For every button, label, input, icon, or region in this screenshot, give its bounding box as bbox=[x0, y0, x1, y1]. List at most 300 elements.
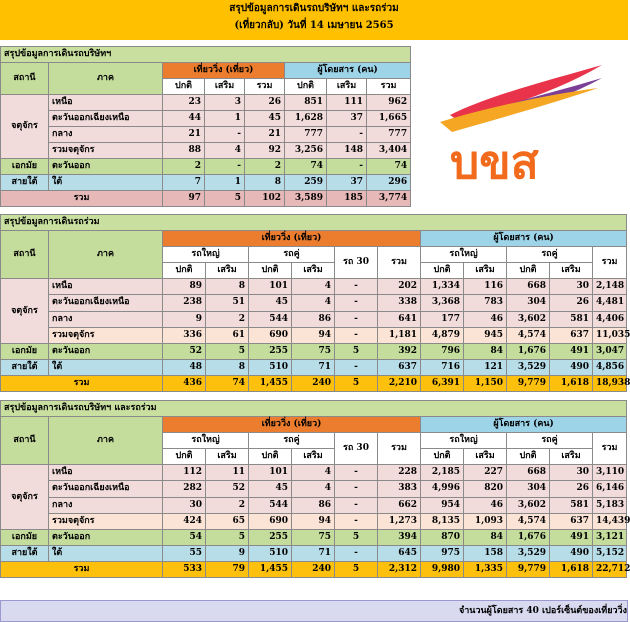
trip-value: 392 bbox=[378, 344, 421, 360]
trip-value: - bbox=[335, 497, 378, 513]
trip-value: 11 bbox=[206, 465, 249, 481]
passenger-value: 3,404 bbox=[367, 143, 411, 159]
passenger-value: 491 bbox=[550, 344, 593, 360]
trip-value: 637 bbox=[378, 360, 421, 376]
col-passengers: ผู้โดยสาร (คน) bbox=[285, 63, 411, 79]
col-pair-bus: รถคู่ bbox=[249, 433, 335, 449]
passenger-value: 777 bbox=[285, 127, 327, 143]
passenger-value: 46 bbox=[464, 311, 507, 327]
trip-value: 92 bbox=[245, 143, 285, 159]
trip-value: 5 bbox=[335, 530, 378, 546]
passenger-value: 668 bbox=[507, 465, 550, 481]
trip-value: 30 bbox=[163, 497, 206, 513]
col-station: สถานี bbox=[1, 231, 49, 279]
trip-value: 2 bbox=[206, 497, 249, 513]
station-cell: จตุจักร bbox=[1, 95, 49, 159]
trip-value: 533 bbox=[163, 562, 206, 578]
col-extra: เสริม bbox=[292, 449, 335, 465]
trip-value: 1,455 bbox=[249, 376, 292, 392]
table-row bbox=[1, 562, 627, 578]
trip-value: 1 bbox=[205, 111, 245, 127]
passenger-value: 30 bbox=[550, 465, 593, 481]
trip-value: 424 bbox=[163, 513, 206, 529]
station-cell: จตุจักร bbox=[1, 465, 49, 530]
trip-value: 102 bbox=[245, 191, 285, 207]
trip-value: 112 bbox=[163, 465, 206, 481]
passenger-value: 2,148 bbox=[593, 279, 627, 295]
trip-value: 26 bbox=[245, 95, 285, 111]
table-row bbox=[1, 481, 627, 497]
company-operations-table bbox=[0, 46, 411, 207]
trip-value: 89 bbox=[163, 279, 206, 295]
passenger-value: 116 bbox=[464, 279, 507, 295]
passenger-value: 796 bbox=[421, 344, 464, 360]
passenger-value: 4,574 bbox=[507, 513, 550, 529]
passenger-value: 296 bbox=[367, 175, 411, 191]
trip-value: 255 bbox=[249, 344, 292, 360]
passenger-value: 962 bbox=[367, 95, 411, 111]
col-bus30: รถ 30 bbox=[335, 247, 378, 279]
trip-value: 61 bbox=[206, 327, 249, 343]
trip-value: 5 bbox=[335, 344, 378, 360]
trip-value: 240 bbox=[292, 376, 335, 392]
combined-operations-table bbox=[0, 400, 630, 578]
passenger-value: 14,439 bbox=[593, 513, 627, 529]
trip-value: 544 bbox=[249, 497, 292, 513]
col-pair-bus: รถคู่ bbox=[507, 433, 593, 449]
col-trips: เที่ยววิ่ง (เที่ยว) bbox=[163, 231, 421, 247]
trip-value: - bbox=[335, 311, 378, 327]
passenger-value: 1,093 bbox=[464, 513, 507, 529]
region-cell: ตะวันออก bbox=[49, 344, 163, 360]
region-cell: ใต้ bbox=[49, 546, 163, 562]
passenger-value: 185 bbox=[327, 191, 367, 207]
passenger-value: 954 bbox=[421, 497, 464, 513]
table-row bbox=[1, 344, 627, 360]
trip-value: 48 bbox=[163, 360, 206, 376]
passenger-value: 3,589 bbox=[285, 191, 327, 207]
col-region: ภาค bbox=[49, 417, 163, 465]
passenger-value: 304 bbox=[507, 295, 550, 311]
col-trips: เที่ยววิ่ง (เที่ยว) bbox=[163, 63, 285, 79]
region-cell: เหนือ bbox=[49, 95, 163, 111]
passenger-value: 304 bbox=[507, 481, 550, 497]
passenger-value: 851 bbox=[285, 95, 327, 111]
col-extra: เสริม bbox=[327, 79, 367, 95]
passenger-value: 3,368 bbox=[421, 295, 464, 311]
passenger-value: 581 bbox=[550, 497, 593, 513]
passenger-value: 4,574 bbox=[507, 327, 550, 343]
station-cell: จตุจักร bbox=[1, 279, 49, 344]
trip-value: 21 bbox=[245, 127, 285, 143]
col-normal: ปกติ bbox=[507, 449, 550, 465]
passenger-value: 1,334 bbox=[421, 279, 464, 295]
table-row bbox=[1, 159, 411, 175]
trip-value: 510 bbox=[249, 546, 292, 562]
passenger-value: 1,618 bbox=[550, 376, 593, 392]
passenger-value: 46 bbox=[464, 497, 507, 513]
trip-value: 74 bbox=[206, 376, 249, 392]
table-row bbox=[1, 191, 411, 207]
passenger-value: 74 bbox=[367, 159, 411, 175]
trip-value: 45 bbox=[249, 295, 292, 311]
trip-value: - bbox=[335, 546, 378, 562]
trip-value: 1,455 bbox=[249, 562, 292, 578]
passenger-value: 22,712 bbox=[593, 562, 627, 578]
trip-value: 2 bbox=[206, 311, 249, 327]
passenger-value: 9,779 bbox=[507, 562, 550, 578]
passenger-value: 637 bbox=[550, 327, 593, 343]
trip-value: - bbox=[335, 481, 378, 497]
table-row bbox=[1, 127, 411, 143]
station-cell: สายใต้ bbox=[1, 360, 49, 376]
trip-value: 8 bbox=[245, 175, 285, 191]
trip-value: 5 bbox=[205, 191, 245, 207]
trip-value: 2,210 bbox=[378, 376, 421, 392]
trip-value: 5 bbox=[335, 562, 378, 578]
col-normal: ปกติ bbox=[163, 79, 205, 95]
region-cell: เหนือ bbox=[49, 465, 163, 481]
passenger-value: 945 bbox=[464, 327, 507, 343]
bks-logo-swoosh-icon bbox=[430, 60, 608, 189]
col-extra: เสริม bbox=[550, 449, 593, 465]
passenger-value: 26 bbox=[550, 481, 593, 497]
trip-value: 5 bbox=[206, 344, 249, 360]
trip-value: - bbox=[335, 279, 378, 295]
col-normal: ปกติ bbox=[249, 449, 292, 465]
region-cell: รวมจตุจักร bbox=[49, 143, 163, 159]
passenger-value: 9,779 bbox=[507, 376, 550, 392]
trip-value: 662 bbox=[378, 497, 421, 513]
passenger-value: 637 bbox=[550, 513, 593, 529]
passenger-value: 5,152 bbox=[593, 546, 627, 562]
trip-value: - bbox=[335, 360, 378, 376]
passenger-value: 3,602 bbox=[507, 497, 550, 513]
passenger-value: 2,185 bbox=[421, 465, 464, 481]
trip-value: - bbox=[335, 327, 378, 343]
table-row bbox=[1, 327, 627, 343]
table-row bbox=[1, 465, 627, 481]
passenger-value: 491 bbox=[550, 530, 593, 546]
table-row bbox=[1, 143, 411, 159]
footer-note: จำนวนผู้โดยสาร 40 เปอร์เซ็นต์ของเที่ยววิ่ง bbox=[0, 600, 628, 622]
trip-value: 394 bbox=[378, 530, 421, 546]
table-row bbox=[1, 513, 627, 529]
trip-value: 1,181 bbox=[378, 327, 421, 343]
trip-value: 94 bbox=[292, 513, 335, 529]
col-pair-bus: รถคู่ bbox=[507, 247, 593, 263]
trip-value: 3 bbox=[205, 95, 245, 111]
region-cell: รวมจตุจักร bbox=[49, 327, 163, 343]
col-station: สถานี bbox=[1, 63, 49, 95]
col-bus30: รถ 30 bbox=[335, 433, 378, 465]
trip-value: 75 bbox=[292, 344, 335, 360]
trip-value: 9 bbox=[206, 546, 249, 562]
passenger-value: 490 bbox=[550, 546, 593, 562]
trip-value: 4 bbox=[205, 143, 245, 159]
passenger-value: 3,529 bbox=[507, 360, 550, 376]
col-total: รวม bbox=[378, 433, 421, 465]
table-row bbox=[1, 546, 627, 562]
trip-value: - bbox=[335, 295, 378, 311]
station-cell: สายใต้ bbox=[1, 546, 49, 562]
trip-value: - bbox=[335, 513, 378, 529]
passenger-value: 3,774 bbox=[367, 191, 411, 207]
trip-value: 79 bbox=[206, 562, 249, 578]
trip-value: 44 bbox=[163, 111, 205, 127]
col-normal: ปกติ bbox=[163, 263, 206, 279]
trip-value: 94 bbox=[292, 327, 335, 343]
trip-value: 45 bbox=[249, 481, 292, 497]
col-extra: เสริม bbox=[464, 263, 507, 279]
trip-value: 5 bbox=[335, 376, 378, 392]
passenger-value: 177 bbox=[421, 311, 464, 327]
region-cell: ใต้ bbox=[49, 175, 163, 191]
trip-value: 65 bbox=[206, 513, 249, 529]
col-total: รวม bbox=[245, 79, 285, 95]
col-extra: เสริม bbox=[206, 263, 249, 279]
trip-value: 5 bbox=[206, 530, 249, 546]
passenger-value: 9,980 bbox=[421, 562, 464, 578]
trip-value: 52 bbox=[163, 344, 206, 360]
passenger-value: - bbox=[327, 127, 367, 143]
col-extra: เสริม bbox=[292, 263, 335, 279]
table-row bbox=[1, 376, 627, 392]
trip-value: 383 bbox=[378, 481, 421, 497]
passenger-value: 1,150 bbox=[464, 376, 507, 392]
col-pair-bus: รถคู่ bbox=[249, 247, 335, 263]
passenger-value: 5,183 bbox=[593, 497, 627, 513]
passenger-value: 4,406 bbox=[593, 311, 627, 327]
passenger-value: 1,676 bbox=[507, 530, 550, 546]
total-label: รวม bbox=[1, 562, 163, 578]
trip-value: 71 bbox=[292, 360, 335, 376]
passenger-value: 820 bbox=[464, 481, 507, 497]
trip-value: 282 bbox=[163, 481, 206, 497]
passenger-value: - bbox=[327, 159, 367, 175]
passenger-value: 74 bbox=[285, 159, 327, 175]
trip-value: 8 bbox=[206, 360, 249, 376]
passenger-value: 668 bbox=[507, 279, 550, 295]
passenger-value: 975 bbox=[421, 546, 464, 562]
trip-value: - bbox=[205, 159, 245, 175]
station-cell: สายใต้ bbox=[1, 175, 49, 191]
passenger-value: 3,529 bbox=[507, 546, 550, 562]
region-cell: ตะวันออกเฉียงเหนือ bbox=[49, 481, 163, 497]
trip-value: 2 bbox=[245, 159, 285, 175]
trip-value: 9 bbox=[163, 311, 206, 327]
col-passengers: ผู้โดยสาร (คน) bbox=[421, 417, 627, 433]
joint-operations-table bbox=[0, 214, 630, 392]
trip-value: 436 bbox=[163, 376, 206, 392]
section-title: สรุปข้อมูลการเดินรถร่วม bbox=[1, 215, 627, 231]
passenger-value: 121 bbox=[464, 360, 507, 376]
passenger-value: 111 bbox=[327, 95, 367, 111]
logo-text: บขส bbox=[450, 135, 539, 189]
col-extra: เสริม bbox=[464, 449, 507, 465]
col-region: ภาค bbox=[49, 63, 163, 95]
passenger-value: 158 bbox=[464, 546, 507, 562]
trip-value: 54 bbox=[163, 530, 206, 546]
trip-value: 544 bbox=[249, 311, 292, 327]
trip-value: 45 bbox=[245, 111, 285, 127]
col-total: รวม bbox=[367, 79, 411, 95]
region-cell: รวมจตุจักร bbox=[49, 513, 163, 529]
passenger-value: 4,481 bbox=[593, 295, 627, 311]
total-label: รวม bbox=[1, 376, 163, 392]
passenger-value: 581 bbox=[550, 311, 593, 327]
col-normal: ปกติ bbox=[421, 263, 464, 279]
trip-value: 645 bbox=[378, 546, 421, 562]
table-row bbox=[1, 311, 627, 327]
trip-value: 101 bbox=[249, 279, 292, 295]
col-total: รวม bbox=[593, 433, 627, 465]
col-normal: ปกติ bbox=[163, 449, 206, 465]
passenger-value: 783 bbox=[464, 295, 507, 311]
region-cell: ตะวันออก bbox=[49, 530, 163, 546]
report-title: สรุปข้อมูลการเดินรถบริษัทฯ และรถร่วม bbox=[229, 3, 399, 14]
trip-value: - bbox=[335, 465, 378, 481]
passenger-value: 84 bbox=[464, 530, 507, 546]
trip-value: 336 bbox=[163, 327, 206, 343]
table-row bbox=[1, 360, 627, 376]
passenger-value: 6,391 bbox=[421, 376, 464, 392]
passenger-value: 8,135 bbox=[421, 513, 464, 529]
col-normal: ปกติ bbox=[421, 449, 464, 465]
region-cell: กลาง bbox=[49, 311, 163, 327]
trip-value: 4 bbox=[292, 481, 335, 497]
trip-value: 202 bbox=[378, 279, 421, 295]
passenger-value: 1,628 bbox=[285, 111, 327, 127]
bks-logo bbox=[430, 60, 608, 189]
passenger-value: 716 bbox=[421, 360, 464, 376]
region-cell: ใต้ bbox=[49, 360, 163, 376]
trip-value: 338 bbox=[378, 295, 421, 311]
trip-value: 88 bbox=[163, 143, 205, 159]
passenger-value: 3,602 bbox=[507, 311, 550, 327]
table-row bbox=[1, 279, 627, 295]
station-cell: เอกมัย bbox=[1, 159, 49, 175]
region-cell: กลาง bbox=[49, 127, 163, 143]
passenger-value: 1,618 bbox=[550, 562, 593, 578]
passenger-value: 3,256 bbox=[285, 143, 327, 159]
region-cell: ตะวันออกเฉียงเหนือ bbox=[49, 111, 163, 127]
table-row bbox=[1, 95, 411, 111]
report-subtitle: (เที่ยวกลับ) วันที่ 14 เมษายน 2565 bbox=[234, 20, 394, 31]
table-row bbox=[1, 295, 627, 311]
table-row bbox=[1, 175, 411, 191]
col-big-bus: รถใหญ่ bbox=[421, 247, 507, 263]
col-big-bus: รถใหญ่ bbox=[163, 247, 249, 263]
col-station: สถานี bbox=[1, 417, 49, 465]
passenger-value: 227 bbox=[464, 465, 507, 481]
trip-value: 52 bbox=[206, 481, 249, 497]
col-big-bus: รถใหญ่ bbox=[421, 433, 507, 449]
passenger-value: 6,146 bbox=[593, 481, 627, 497]
trip-value: 71 bbox=[292, 546, 335, 562]
trip-value: 255 bbox=[249, 530, 292, 546]
trip-value: 21 bbox=[163, 127, 205, 143]
trip-value: 238 bbox=[163, 295, 206, 311]
trip-value: 4 bbox=[292, 295, 335, 311]
trip-value: 86 bbox=[292, 311, 335, 327]
col-extra: เสริม bbox=[550, 263, 593, 279]
col-big-bus: รถใหญ่ bbox=[163, 433, 249, 449]
col-extra: เสริม bbox=[206, 449, 249, 465]
region-cell: ตะวันออก bbox=[49, 159, 163, 175]
table-row bbox=[1, 111, 411, 127]
trip-value: 1 bbox=[205, 175, 245, 191]
trip-value: 75 bbox=[292, 530, 335, 546]
trip-value: 4 bbox=[292, 465, 335, 481]
passenger-value: 259 bbox=[285, 175, 327, 191]
section-title: สรุปข้อมูลการเดินรถบริษัทฯ bbox=[1, 47, 411, 63]
trip-value: - bbox=[205, 127, 245, 143]
trip-value: 101 bbox=[249, 465, 292, 481]
trip-value: 7 bbox=[163, 175, 205, 191]
col-normal: ปกติ bbox=[507, 263, 550, 279]
trip-value: 690 bbox=[249, 513, 292, 529]
trip-value: 641 bbox=[378, 311, 421, 327]
passenger-value: 4,879 bbox=[421, 327, 464, 343]
trip-value: 240 bbox=[292, 562, 335, 578]
trip-value: 4 bbox=[292, 279, 335, 295]
trip-value: 2,312 bbox=[378, 562, 421, 578]
passenger-value: 26 bbox=[550, 295, 593, 311]
passenger-value: 3,047 bbox=[593, 344, 627, 360]
passenger-value: 84 bbox=[464, 344, 507, 360]
col-normal: ปกติ bbox=[285, 79, 327, 95]
passenger-value: 148 bbox=[327, 143, 367, 159]
region-cell: เหนือ bbox=[49, 279, 163, 295]
passenger-value: 1,335 bbox=[464, 562, 507, 578]
trip-value: 51 bbox=[206, 295, 249, 311]
trip-value: 510 bbox=[249, 360, 292, 376]
passenger-value: 1,665 bbox=[367, 111, 411, 127]
passenger-value: 3,110 bbox=[593, 465, 627, 481]
region-cell: ตะวันออกเฉียงเหนือ bbox=[49, 295, 163, 311]
passenger-value: 870 bbox=[421, 530, 464, 546]
passenger-value: 18,938 bbox=[593, 376, 627, 392]
trip-value: 1,273 bbox=[378, 513, 421, 529]
col-extra: เสริม bbox=[205, 79, 245, 95]
passenger-value: 4,996 bbox=[421, 481, 464, 497]
trip-value: 2 bbox=[163, 159, 205, 175]
trip-value: 86 bbox=[292, 497, 335, 513]
col-normal: ปกติ bbox=[249, 263, 292, 279]
col-passengers: ผู้โดยสาร (คน) bbox=[421, 231, 627, 247]
station-cell: เอกมัย bbox=[1, 344, 49, 360]
passenger-value: 777 bbox=[367, 127, 411, 143]
station-cell: เอกมัย bbox=[1, 530, 49, 546]
trip-value: 8 bbox=[206, 279, 249, 295]
passenger-value: 1,676 bbox=[507, 344, 550, 360]
region-cell: กลาง bbox=[49, 497, 163, 513]
col-total: รวม bbox=[593, 247, 627, 279]
trip-value: 97 bbox=[163, 191, 205, 207]
total-label: รวม bbox=[1, 191, 163, 207]
passenger-value: 3,121 bbox=[593, 530, 627, 546]
passenger-value: 30 bbox=[550, 279, 593, 295]
table-row bbox=[1, 497, 627, 513]
trip-value: 228 bbox=[378, 465, 421, 481]
section-title: สรุปข้อมูลการเดินรถบริษัทฯ และรถร่วม bbox=[1, 401, 627, 417]
col-total: รวม bbox=[378, 247, 421, 279]
passenger-value: 4,856 bbox=[593, 360, 627, 376]
trip-value: 23 bbox=[163, 95, 205, 111]
passenger-value: 490 bbox=[550, 360, 593, 376]
trip-value: 690 bbox=[249, 327, 292, 343]
